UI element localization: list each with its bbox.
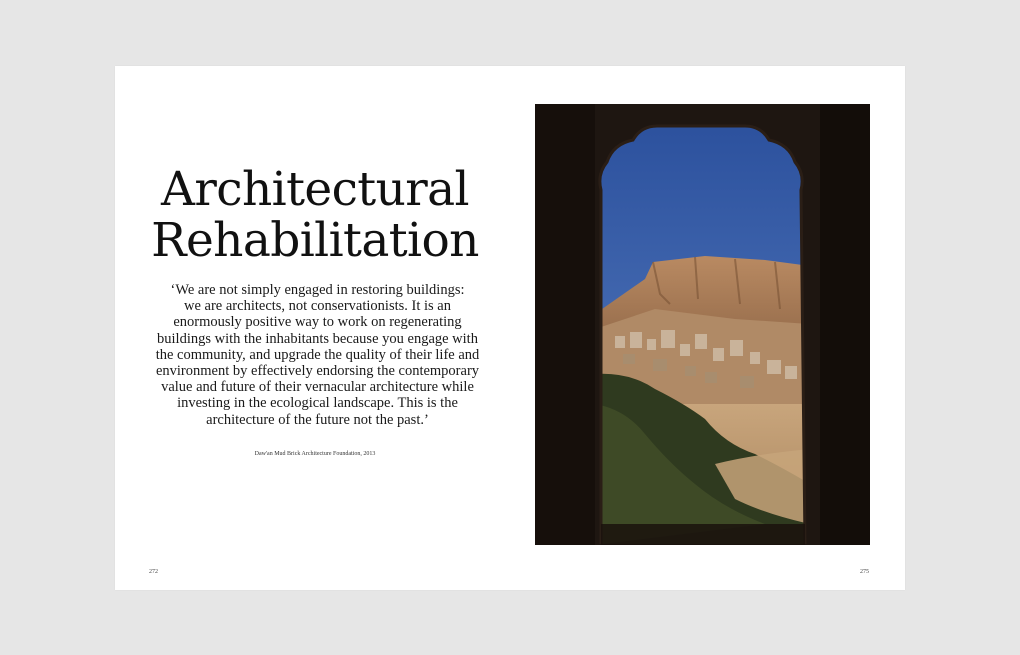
page-number-right: 275 — [860, 569, 869, 575]
quote-line: investing in the ecological landscape. This is the — [177, 395, 458, 412]
left-page — [115, 66, 515, 590]
quote-block — [145, 282, 490, 428]
quote-line: buildings with the inhabitants because you engage with — [157, 330, 478, 347]
book-spread — [115, 66, 905, 590]
quote-line: we are architects, not conservationists. It is an — [184, 298, 451, 315]
title-line-2: Rehabilitation — [151, 213, 479, 268]
page-title — [115, 164, 515, 266]
quote-line: ‘We are not simply engaged in restoring buildings: — [170, 282, 465, 298]
quote-line: enormously positive way to work on regenerating — [173, 314, 462, 331]
view-through-arch — [595, 104, 810, 545]
quote-line: architecture of the future not the past.’ — [206, 411, 429, 428]
quote-line: value and future of their vernacular architecture while — [161, 379, 474, 396]
quote-credit: Daw'an Mud Brick Architecture Foundation, 2013 — [254, 451, 376, 457]
quote-line: environment by effectively endorsing the contemporary — [155, 363, 480, 380]
quote-line: the community, and upgrade the quality of their life and — [155, 346, 480, 363]
photo-arched-window-village — [535, 104, 870, 545]
page-number-left: 272 — [149, 569, 158, 575]
title-line-1: Architectural — [161, 162, 469, 217]
